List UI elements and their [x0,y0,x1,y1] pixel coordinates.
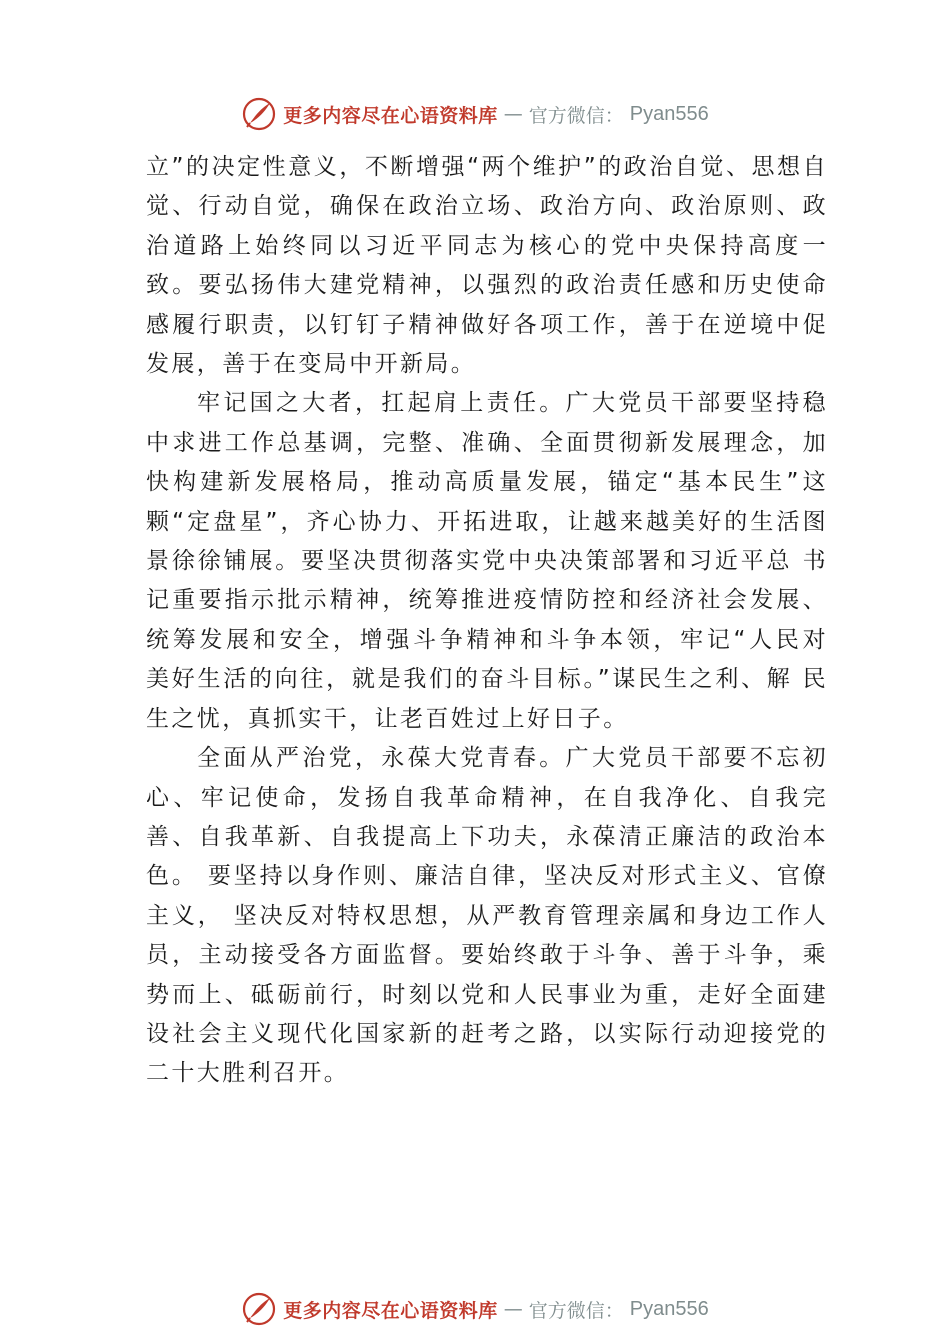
quill-logo-icon [241,96,277,132]
banner-dash: — [503,1298,523,1320]
footer-banner [0,1289,950,1329]
header-banner [0,94,950,134]
banner-dash: — [503,103,523,125]
banner-wechat-label: 官方微信： [528,104,624,127]
banner-wechat-label: 官方微信： [528,1299,624,1322]
banner-wechat-id: Pyan556 [629,1297,709,1320]
quill-logo-icon [241,1291,277,1327]
banner-main-text: 更多内容尽在心语资料库 [283,104,498,127]
paragraph-2: 牢记国之大者，扛起肩上责任。广大党员干部要坚持稳中求进工作总基调，完整、准确、全面贯彻新发展理念，加快构建新发展格局，推动高质量发展，锚定“基本民生”这颗“定盘星”，齐心协力、开拓进取，让越来越美好的生活图景徐徐铺展。要坚决贯彻落实党中央决策部署和习近平总 书记重要指示批示精神，统筹推进疫情防控和经济社会发展、统筹发展和安全，增强斗争精神和斗争本领，牢记“人民对 美好生活的向往，就是我们的奋斗目标。”谋民生之利、解 民生之忧，真抓实干，让老百姓过上好日子。 [146,390,828,732]
paragraph-1: 立”的决定性意义，不断增强“两个维护”的政治自觉、思想自觉、行动自觉，确保在政治立场、政治方向、政治原则、政治道路上始终同以习近平同志为核心的党中央保持高度一致。要弘扬伟大建党精神，以强烈的政治责任感和历史使命感履行职责，以钉钉子精神做好各项工作，善于在逆境中促发展，善于在变局中开新局。 [146,154,828,378]
banner-wechat-id: Pyan556 [629,102,709,125]
paragraph-3: 全面从严治党，永葆大党青春。广大党员干部要不忘初心、牢记使命，发扬自我革命精神，在自我净化、自我完善、自我革新、自我提高上下功夫，永葆清正廉洁的政治本色。 要坚持以身作则、廉洁自律，坚决反对形式主义、官僚主义， 坚决反对特权思想，从严教育管理亲属和身边工作人员，主动接受各方面监督。要始终敢于斗争、善于斗争，乘势而上、砥砺前行，时刻以党和人民事业为重，走好全面建设社会主义现代化国家新的赶考之路，以实际行动迎接党的二十大胜利召开。 [146,745,828,1087]
banner-main-text: 更多内容尽在心语资料库 [283,1299,498,1322]
document-body [146,148,828,1094]
